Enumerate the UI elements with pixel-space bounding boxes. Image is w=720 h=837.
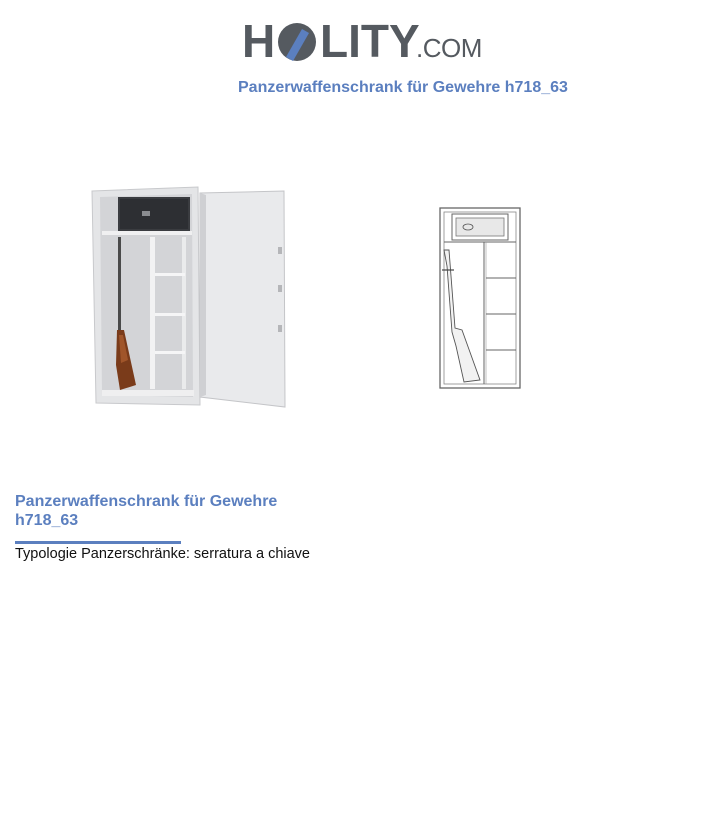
logo-tld: .COM	[416, 33, 482, 63]
title-underline	[15, 541, 181, 544]
gun-safe-line-drawing	[438, 206, 522, 390]
gun-safe-photo	[88, 185, 288, 410]
holity-logo[interactable]	[240, 12, 485, 70]
product-spec: Typologie Panzerschränke: serratura a chiave	[15, 546, 310, 562]
logo-letters: LITY	[320, 15, 420, 67]
page-title: Panzerwaffenschrank für Gewehre h718_63	[238, 79, 568, 96]
product-title: Panzerwaffenschrank für Gewehre h718_63	[15, 493, 278, 529]
logo-o-icon	[276, 21, 318, 63]
logo-letter-h: H	[242, 15, 276, 67]
